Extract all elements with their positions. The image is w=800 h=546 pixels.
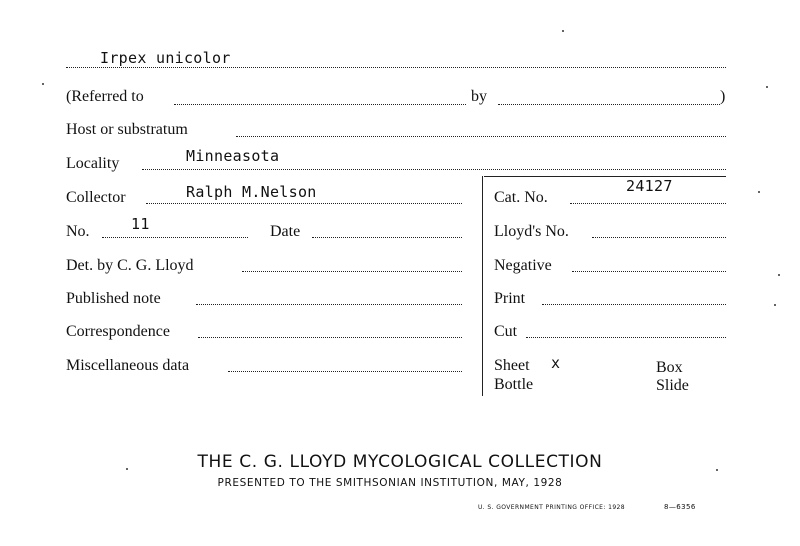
species-name: Irpex unicolor (100, 49, 231, 67)
collection-subtitle: PRESENTED TO THE SMITHSONIAN INSTITUTION, MAY, 1928 (217, 477, 563, 489)
no-dotted-line (102, 237, 248, 238)
box-label: Box (656, 359, 683, 376)
by-label: by (471, 88, 487, 105)
lloyds-no-dotted-line (592, 237, 726, 238)
date-label: Date (270, 223, 301, 240)
print-dotted-line (542, 304, 726, 305)
box-left-border (482, 176, 483, 396)
date-dotted-line (312, 237, 462, 238)
collector-dotted-line (146, 203, 462, 204)
det-by-dotted-line (242, 271, 462, 272)
referred-to-dotted-line (174, 104, 466, 105)
scan-speck (562, 30, 564, 32)
collector-label: Collector (66, 189, 126, 206)
locality-dotted-line (142, 169, 726, 170)
form-number: 8—6356 (664, 503, 696, 511)
scan-speck (766, 86, 768, 88)
no-label: No. (66, 223, 90, 240)
box-top-border (484, 176, 726, 177)
correspondence-dotted-line (198, 337, 462, 338)
misc-data-dotted-line (228, 371, 462, 372)
det-by-label: Det. by C. G. Lloyd (66, 257, 194, 274)
scan-speck (126, 468, 128, 470)
scan-speck (774, 304, 776, 306)
lloyds-no-label: Lloyd's No. (494, 223, 569, 240)
correspondence-label: Correspondence (66, 323, 170, 340)
species-dotted-line (66, 67, 726, 68)
slide-label: Slide (656, 377, 689, 394)
scan-speck (758, 191, 760, 193)
negative-label: Negative (494, 257, 552, 274)
closing-paren: ) (720, 88, 726, 105)
no-value: 11 (131, 215, 150, 233)
cut-label: Cut (494, 323, 518, 340)
referred-to-label: (Referred to (66, 88, 144, 105)
sheet-label: Sheet (494, 357, 530, 374)
published-note-dotted-line (196, 304, 462, 305)
by-dotted-line (498, 104, 720, 105)
cat-no-value: 24127 (626, 177, 673, 195)
host-dotted-line (236, 136, 726, 137)
cat-no-dotted-line (570, 203, 726, 204)
negative-dotted-line (572, 271, 726, 272)
misc-data-label: Miscellaneous data (66, 357, 190, 374)
scan-speck (716, 469, 718, 471)
print-label: Print (494, 290, 526, 307)
published-note-label: Published note (66, 290, 161, 307)
sheet-check-mark: x (551, 354, 561, 372)
cat-no-label: Cat. No. (494, 189, 548, 206)
bottle-label: Bottle (494, 376, 534, 393)
locality-label: Locality (66, 155, 120, 172)
collection-title: THE C. G. LLOYD MYCOLOGICAL COLLECTION (197, 452, 603, 472)
scan-speck (42, 83, 44, 85)
host-label: Host or substratum (66, 121, 188, 138)
collector-value: Ralph M.Nelson (186, 183, 317, 201)
cut-dotted-line (526, 337, 726, 338)
locality-value: Minneasota (186, 147, 280, 165)
scan-speck (778, 274, 780, 276)
printing-office-note: U. S. GOVERNMENT PRINTING OFFICE: 1928 (478, 504, 625, 511)
